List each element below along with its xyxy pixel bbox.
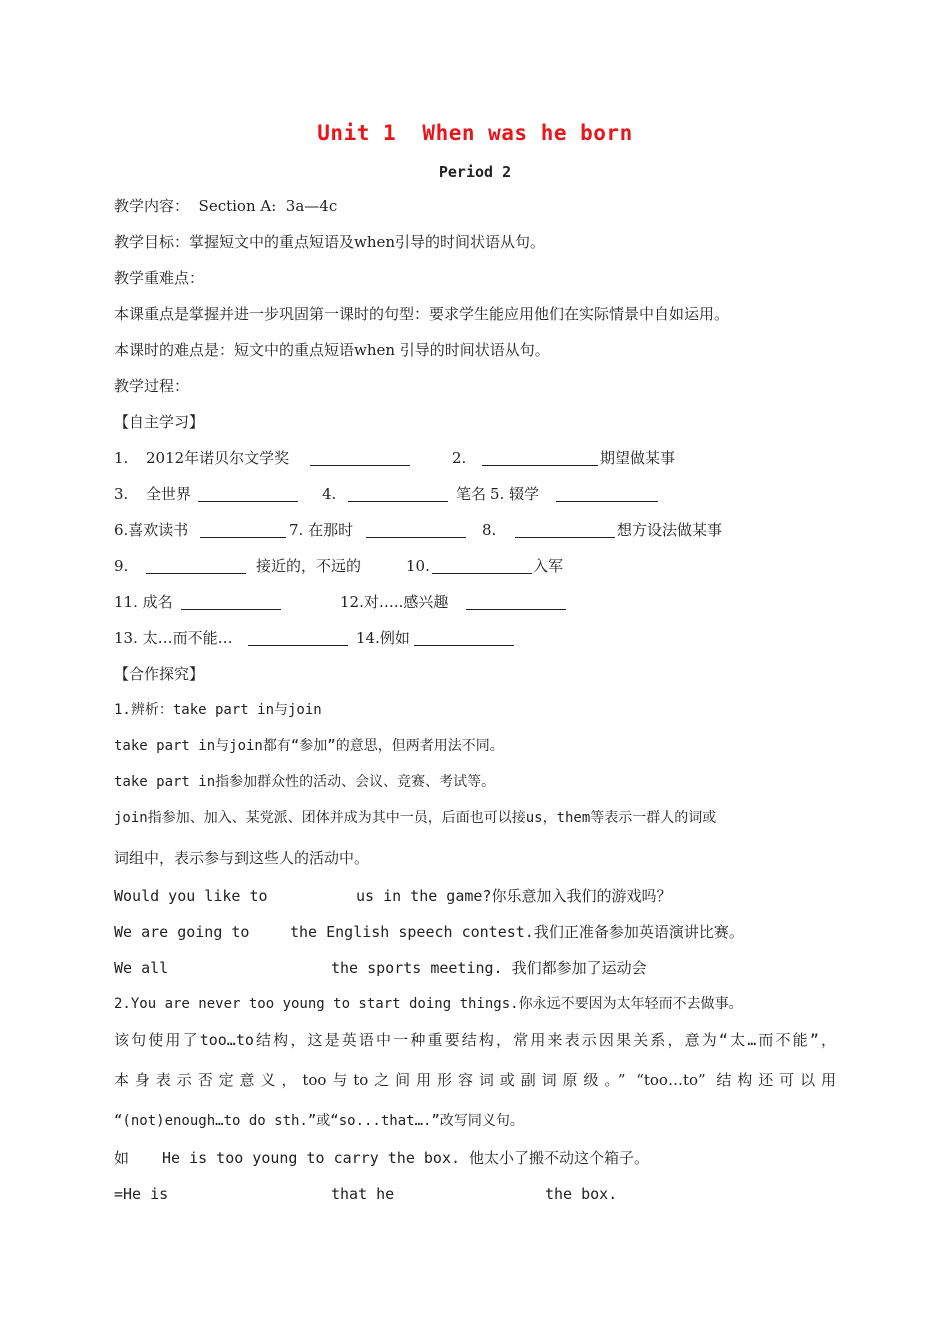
example-5-start: =He is [114,1185,169,1203]
example-3-start: We all [114,959,169,977]
item-12-text: 12.对…..感兴趣 [340,593,449,611]
item-2-text: 期望做某事 [600,449,676,467]
item-11-text: 11. 成名 [114,593,173,611]
page-subtitle: Period 2 [438,163,512,181]
point-2-line-1: 该句使用了too…to结构，这是英语中一种重要结构，常用来表示因果关系，意为“太…而不能”， [114,1031,836,1049]
item-6-blank[interactable] [200,522,286,538]
item-4-blank[interactable] [348,486,448,502]
hard-point: 本课时的难点是：短文中的重点短语when 引导的时间状语从句。 [114,341,550,359]
teaching-goal: 教学目标：掌握短文中的重点短语及when引导的时间状语从句。 [114,233,546,251]
item-7-blank[interactable] [366,522,466,538]
item-9-number: 9. [114,557,129,575]
point-1-line-3: join指参加、加入、某党派、团体并成为其中一员，后面也可以接us，them等表示一群人的词或 [114,810,717,826]
item-9-text: 接近的，不远的 [256,557,362,575]
example-5-middle: that he [331,1185,395,1203]
point-2-line-2: 本身表示否定意义，too与to之间用形容词或副词原级。” “too…to” 结构还可以用 [114,1071,836,1089]
item-14-blank[interactable] [414,630,514,646]
example-1-start: Would you like to [114,887,268,905]
item-2-blank[interactable] [482,450,598,466]
item-2-number: 2. [452,449,467,467]
item-13-text: 13. 太…而不能… [114,629,233,647]
item-1-blank[interactable] [310,450,410,466]
item-13-blank[interactable] [248,630,348,646]
example-1-end: us in the game?你乐意加入我们的游戏吗？ [356,887,672,905]
example-4-sentence: He is too young to carry the box. 他太小了搬不动这个箱子。 [162,1149,650,1167]
self-study-heading: 【自主学习】 [114,413,205,431]
example-2-start: We are going to [114,923,250,941]
item-12-blank[interactable] [466,594,566,610]
item-3-blank[interactable] [198,486,298,502]
item-10-tail: 入军 [533,557,564,575]
item-1-number: 1. [114,449,129,467]
point-1-line-4: 词组中，表示参与到这些人的活动中。 [114,849,370,867]
item-8-blank[interactable] [515,522,615,538]
item-4-text: 笔名 [456,485,487,503]
item-8-text: 想方设法做某事 [617,521,723,539]
example-3-end: the sports meeting. 我们都参加了运动会 [331,959,647,977]
item-8-number: 8. [482,521,497,539]
item-3-text: 全世界 [146,485,192,503]
item-6-text: 6.喜欢读书 [114,521,189,539]
item-14-text: 14.例如 [356,629,410,647]
item-10-blank[interactable] [432,558,532,574]
item-3-number: 3. [114,485,129,503]
item-9-blank[interactable] [146,558,246,574]
item-4-number: 4. [322,485,337,503]
example-2-end: the English speech contest.我们正准备参加英语演讲比赛。 [290,923,744,941]
example-4-prefix: 如 [114,1149,130,1167]
point-1-line-1: take part in与join都有“参加”的意思，但两者用法不同。 [114,738,504,754]
point-1-line-2: take part in指参加群众性的活动、会议、竞赛、考试等。 [114,774,496,790]
item-11-blank[interactable] [181,594,281,610]
point-1-title: 1.辨析：take part in与join [114,702,322,718]
item-5-text: 5. 辍学 [490,485,540,503]
point-2-title: 2.You are never too young to start doing things.你永远不要因为太年轻而不去做事。 [114,996,743,1012]
item-7-text: 7. 在那时 [289,521,354,539]
page-title: Unit 1 When was he born [317,121,633,145]
teaching-content: 教学内容： Section A: 3a—4c [114,197,338,215]
point-2-line-3: “(not)enough…to do sth.”或“so...that….”改写同义句。 [114,1113,524,1129]
example-5-end: the box. [545,1185,618,1203]
difficulty-label: 教学重难点： [114,269,205,287]
key-point: 本课重点是掌握并进一步巩固第一课时的句型：要求学生能应用他们在实际情景中自如运用。 [114,305,730,323]
item-10-text: 10. [406,557,430,575]
item-5-blank[interactable] [556,486,658,502]
item-1-text: 2012年诺贝尔文学奖 [146,449,290,467]
teaching-process: 教学过程： [114,377,190,395]
coop-heading: 【合作探究】 [114,665,205,683]
